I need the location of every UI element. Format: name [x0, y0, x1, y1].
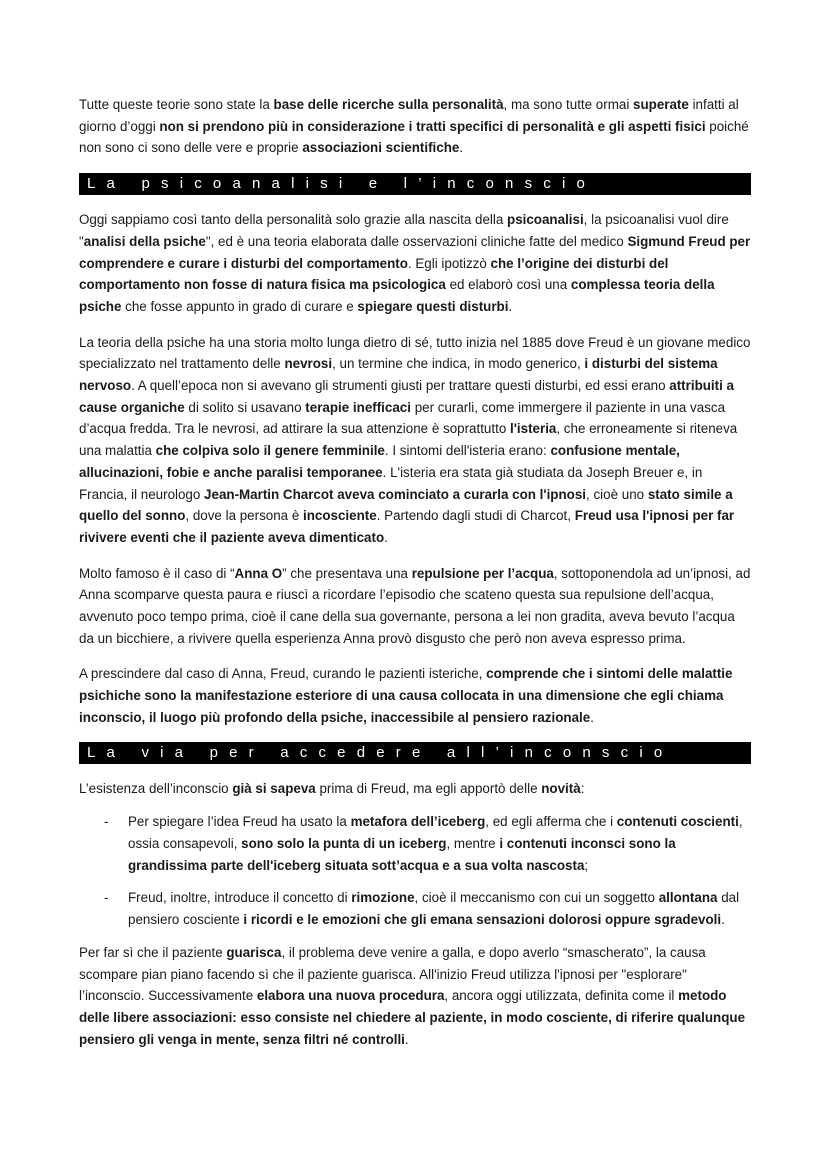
- paragraph-psicoanalisi: [79, 209, 751, 318]
- bold-text: non si prendono più in considerazione i tratti specifici di personalità e gli aspetti fisici: [159, 118, 706, 134]
- text-run: ", ed è una teoria elaborata dalle osservazioni cliniche fatte del medico: [205, 233, 628, 249]
- text-run: , ed egli afferma che i: [485, 814, 617, 830]
- text-run: , un termine che indica, in modo generico,: [332, 356, 585, 372]
- text-run: , mentre: [446, 835, 500, 851]
- bold-text: confusione mentale, allucinazioni, fobie e anche paralisi temporanee: [79, 443, 680, 480]
- bold-text: repulsione per l’acqua: [411, 565, 554, 581]
- text-run: , cioè uno: [586, 486, 648, 502]
- text-run: L’esistenza dell’inconscio: [79, 780, 233, 796]
- text-run: infatti al giorno d’oggi: [79, 97, 739, 134]
- bold-text: guarisca: [226, 944, 282, 960]
- text-run: . I sintomi dell'isteria erano:: [384, 443, 551, 459]
- bold-text: contenuti coscienti: [616, 814, 739, 830]
- bold-text: che colpiva solo il genere femminile: [155, 443, 385, 459]
- text-run: . L'isteria era stata già studiata da Joseph Breuer e, in Francia, il neurologo: [79, 464, 703, 502]
- bold-text: metodo delle libere associazioni: esso consiste nel chiedere al paziente, in modo cosciente, di riferire qualunque pensiero gli venga in mente, senza filtri né controlli: [79, 988, 746, 1047]
- bold-text: attribuiti a cause organiche: [79, 378, 734, 415]
- text-run: .: [508, 298, 513, 314]
- bold-text: allontana: [658, 890, 718, 906]
- paragraph-novita: [79, 778, 751, 800]
- text-run: , il problema deve venire a galla, e dopo averlo “smascherato”, la causa scompare pian piano facendo sì che il paziente guarisca. All'inizio Freud utilizza l'ipnosi per "esplorare" l’inconscio. Successivamente: [79, 944, 706, 1004]
- bold-text: i disturbi del sistema nervoso: [79, 356, 718, 394]
- text-run: , dove la persona è: [185, 508, 304, 524]
- text-run: , ossia consapevoli,: [128, 814, 743, 851]
- bold-text: Jean-Martin Charcot aveva cominciato a curarla con l'ipnosi: [204, 486, 587, 502]
- text-run: Per spiegare l’idea Freud ha usato la: [128, 814, 351, 830]
- text-run: , sottoponendola ad un’ipnosi, ad Anna scomparve questa paura e riuscì a ricordare l’episodio che scateno questa sua repulsione dell’acqua, avvenuto poco tempo prima, cioè il cane della sua governante, persona a lei non gradita, aveva bevuto l’acqua da un bicchiere, a rivivere quella esperienza Anna provò disgusto che però non aveva espresso prima.: [79, 565, 751, 646]
- text-run: , la psicoanalisi vuol dire ": [79, 212, 729, 249]
- dash-list: [79, 811, 751, 931]
- bold-text: nevrosi: [284, 356, 333, 372]
- text-run: . Partendo dagli studi di Charcot,: [376, 508, 575, 524]
- bold-text: terapie inefficaci: [305, 399, 411, 415]
- intro-paragraph: [79, 94, 751, 159]
- page-content: [79, 94, 751, 1050]
- bold-text: rimozione: [351, 890, 415, 906]
- bold-text: Sigmund Freud per comprendere e curare i disturbi del comportamento: [79, 233, 751, 271]
- text-run: per curarli, come immergere il paziente in una vasca d’acqua fredda. Tra le nevrosi, ad attirare la sua attenzione è soprattutto: [79, 399, 726, 437]
- text-run: ” che presentava una: [282, 565, 412, 581]
- text-run: Per far sì che il paziente: [79, 944, 227, 960]
- bold-text: stato simile a quello del sonno: [79, 486, 733, 524]
- bold-text: psicoanalisi: [507, 212, 584, 228]
- text-run: .: [721, 912, 725, 928]
- text-run: . Egli ipotizzò: [407, 255, 491, 271]
- text-run: .: [590, 709, 594, 725]
- paragraph-inconscio: [79, 663, 751, 728]
- section-heading-psicoanalisi: La psicoanalisi e l’inconscio: [79, 173, 751, 195]
- bold-text: superate: [633, 97, 689, 112]
- bold-text: analisi della psiche: [83, 233, 206, 249]
- text-run: Tutte queste teorie sono state la: [79, 97, 274, 112]
- text-run: , ancora oggi utilizzata, definita come il: [444, 988, 679, 1004]
- bold-text: che l’origine dei disturbi del comportamento non fosse di natura fisica ma psicologica: [79, 255, 669, 293]
- text-run: che fosse appunto in grado di curare e: [121, 298, 358, 314]
- bold-text: elabora una nuova procedura: [256, 988, 445, 1004]
- text-run: poiché non sono ci sono delle vere e proprie: [79, 118, 749, 156]
- text-run: , ma sono tutte ormai: [503, 97, 634, 112]
- text-run: Molto famoso è il caso di “: [79, 565, 235, 581]
- bold-text: l'isteria: [510, 421, 557, 437]
- bold-text: già si sapeva: [232, 780, 316, 796]
- text-run: Freud, inoltre, introduce il concetto di: [128, 890, 352, 906]
- text-run: . A quell’epoca non si avevano gli strumenti giusti per trattare questi disturbi, ed essi erano: [131, 378, 670, 394]
- text-run: La teoria della psiche ha una storia molto lunga dietro di sé, tutto inizia nel 1885 dove Freud è un giovane medico specializzato nel trattamento delle: [79, 334, 751, 372]
- text-run: di solito si usavano: [184, 399, 306, 415]
- text-run: ed elaborò così una: [445, 277, 571, 293]
- text-run: .: [459, 140, 464, 156]
- bold-text: base delle ricerche sulla personalità: [273, 97, 504, 112]
- list-item: [128, 887, 751, 930]
- bold-text: associazioni scientifiche: [302, 140, 460, 156]
- bold-text: comprende che i sintomi delle malattie psichiche sono la manifestazione esteriore di una causa collocata in una dimensione che egli chiama inconscio, il luogo più profondo della psiche, inaccessibile al pensiero razionale: [79, 666, 733, 725]
- text-run: dal pensiero cosciente: [128, 890, 740, 928]
- text-run: A prescindere dal caso di Anna, Freud, curando le pazienti isteriche,: [79, 666, 487, 682]
- text-run: , cioè il meccanismo con cui un soggetto: [414, 890, 659, 906]
- text-run: ;: [584, 857, 589, 873]
- paragraph-anna-o: [79, 563, 751, 650]
- text-run: .: [384, 529, 388, 545]
- bold-text: i contenuti inconsci sono la grandissima parte dell'iceberg situata sott’acqua e a sua volta nascosta: [128, 835, 676, 873]
- bold-text: i ricordi e le emozioni che gli emana sensazioni dolorosi oppure sgradevoli: [243, 912, 722, 928]
- bold-text: Freud usa l'ipnosi per far rivivere eventi che il paziente aveva dimenticato: [79, 508, 735, 545]
- text-run: Oggi sappiamo così tanto della personalità solo grazie alla nascita della: [79, 212, 508, 228]
- bold-text: spiegare questi disturbi: [357, 298, 509, 314]
- text-run: :: [580, 780, 585, 796]
- bold-text: sono solo la punta di un iceberg: [241, 835, 447, 851]
- text-run: , che erroneamente si riteneva una malattia: [79, 421, 738, 459]
- paragraph-storia-psiche: [79, 332, 751, 549]
- text-run: prima di Freud, ma egli apportò delle: [315, 780, 542, 796]
- list-item: [128, 811, 751, 876]
- text-run: .: [404, 1031, 409, 1047]
- bold-text: complessa teoria della psiche: [79, 277, 715, 314]
- section-heading-via-inconscio: La via per accedere all’inconscio: [79, 742, 751, 764]
- bold-text: Anna O: [234, 565, 283, 581]
- bold-text: novità: [541, 780, 581, 796]
- bold-text: metafora dell’iceberg: [350, 814, 486, 830]
- bold-text: incosciente: [303, 508, 377, 524]
- paragraph-libere-associazioni: [79, 942, 751, 1051]
